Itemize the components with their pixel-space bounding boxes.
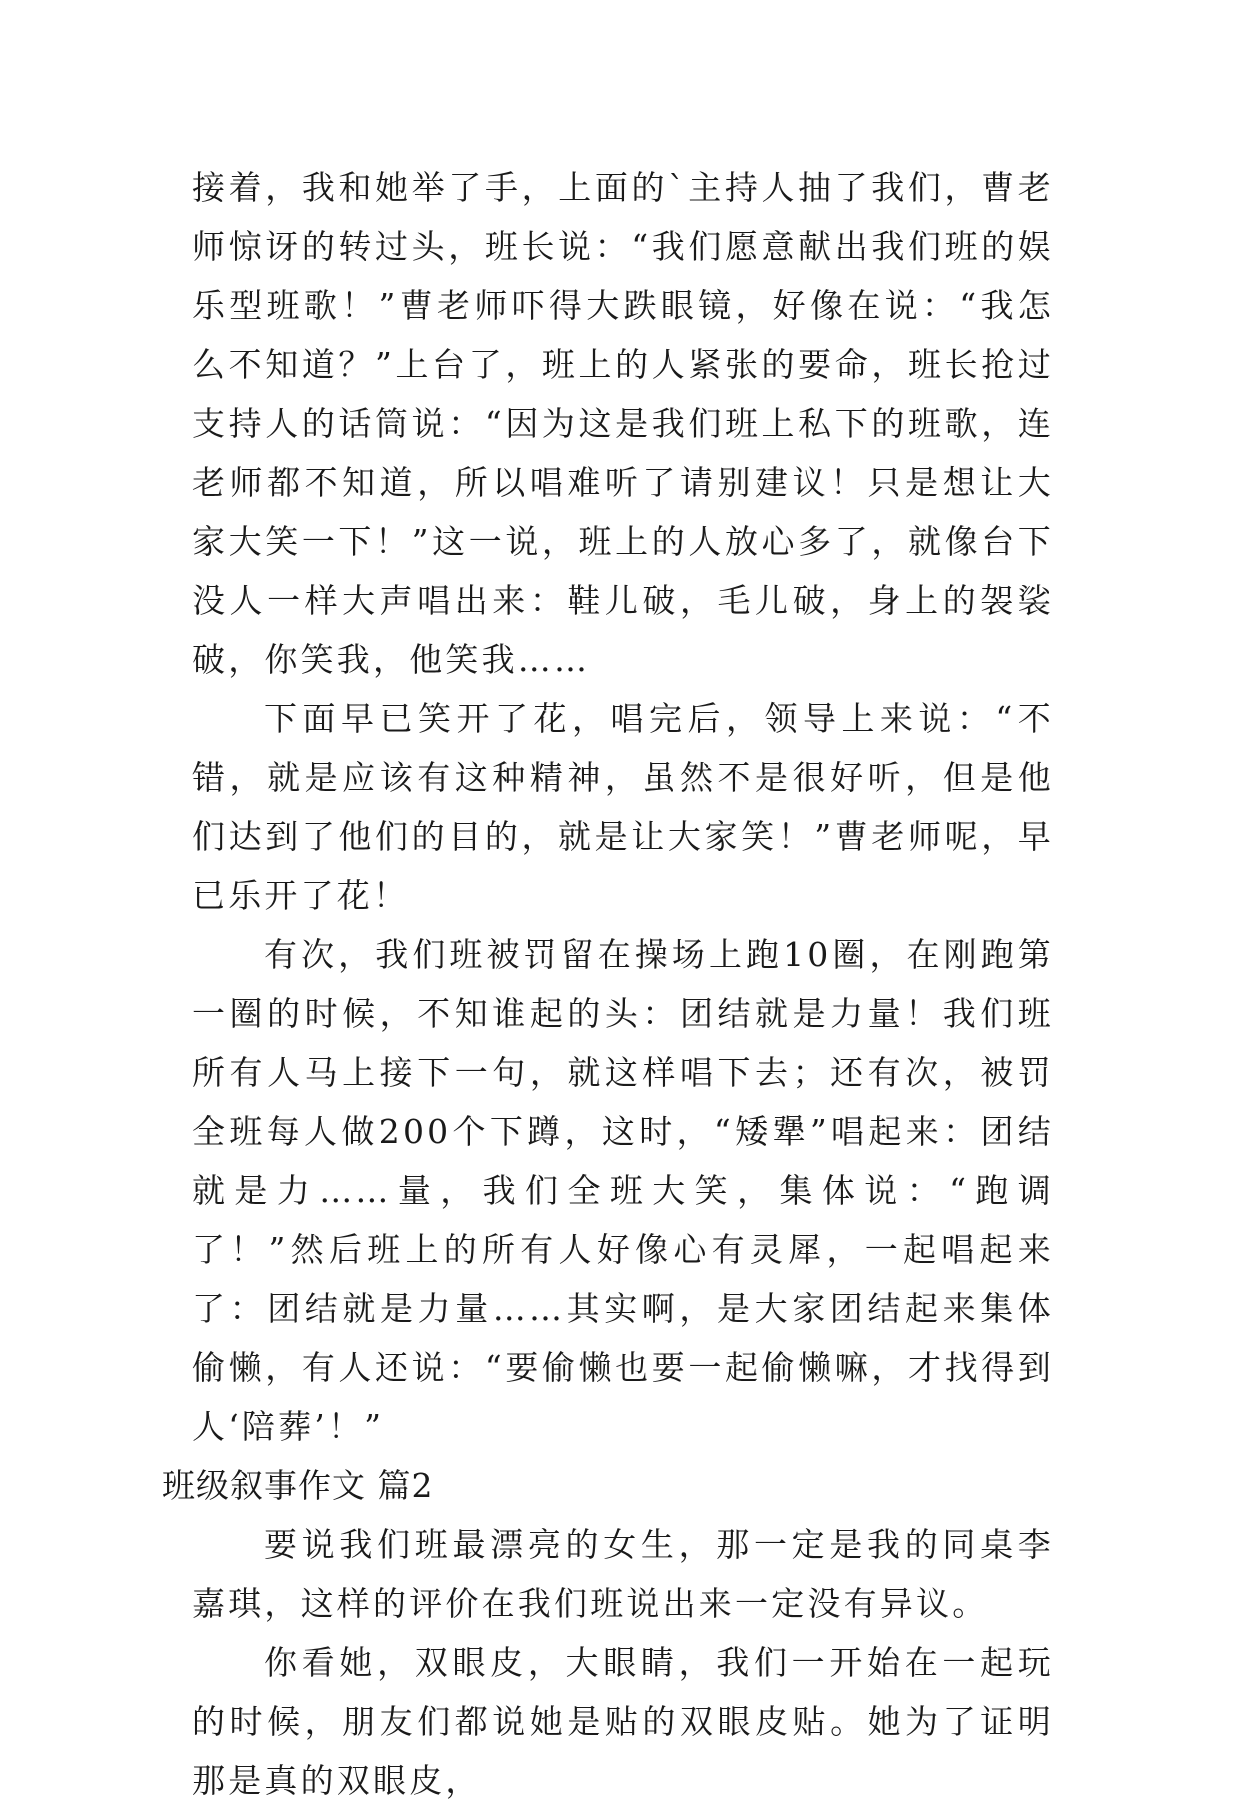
paragraph-4: 要说我们班最漂亮的女生，那一定是我的同桌李嘉琪，这样的评价在我们班说出来一定没有异议。 xyxy=(192,1525,1054,1623)
section-heading: 班级叙事作文 篇2 xyxy=(162,1466,434,1505)
paragraph-5: 你看她，双眼皮，大眼睛，我们一开始在一起玩的时候，朋友们都说她是贴的双眼皮贴。她为了证明那是真的双眼皮， xyxy=(192,1643,1054,1800)
document-page xyxy=(162,158,1054,1810)
paragraph-1: 接着，我和她举了手，上面的`主持人抽了我们，曹老师惊讶的转过头，班长说：“我们愿意献出我们班的娱乐型班歌！”曹老师吓得大跌眼镜，好像在说：“我怎么不知道？”上台了，班上的人紧张的要命，班长抢过支持人的话筒说：“因为这是我们班上私下的班歌，连老师都不知道，所以唱难听了请别建议！只是想让大家大笑一下！”这一说，班上的人放心多了，就像台下没人一样大声唱出来：鞋儿破，毛儿破，身上的袈裟破，你笑我，他笑我…… xyxy=(192,168,1054,679)
paragraph-2: 下面早已笑开了花，唱完后，领导上来说：“不错，就是应该有这种精神，虽然不是很好听，但是他们达到了他们的目的，就是让大家笑！”曹老师呢，早已乐开了花！ xyxy=(192,699,1054,915)
paragraph-3: 有次，我们班被罚留在操场上跑10圈，在刚跑第一圈的时候，不知谁起的头：团结就是力量！我们班所有人马上接下一句，就这样唱下去；还有次，被罚全班每人做200个下蹲，这时，“矮犟”唱起来：团结就是力……量，我们全班大笑，集体说：“跑调了！”然后班上的所有人好像心有灵犀，一起唱起来了：团结就是力量……其实啊，是大家团结起来集体偷懒，有人还说：“要偷懒也要一起偷懒嘛，才找得到人‘陪葬’！” xyxy=(192,935,1054,1446)
